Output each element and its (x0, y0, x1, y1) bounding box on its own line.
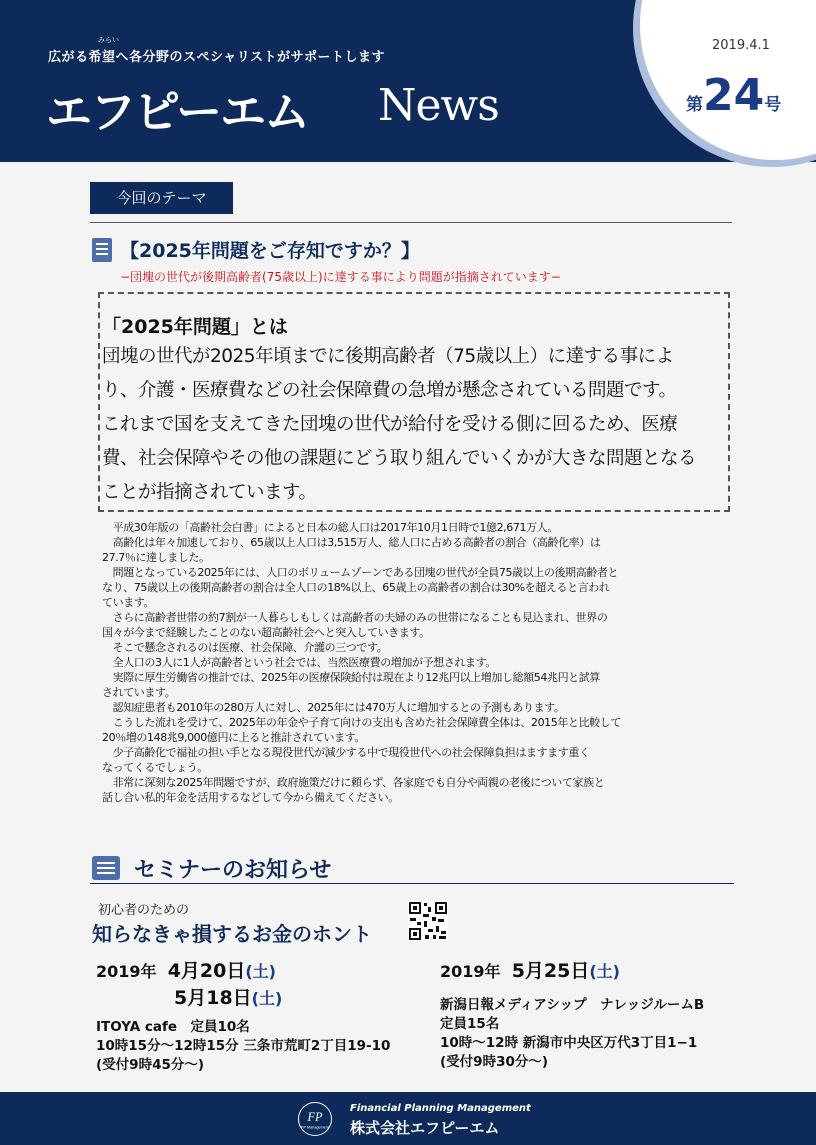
venue-line: (受付9時45分〜) (96, 1057, 205, 1073)
definition-text (102, 340, 724, 510)
body-line: 高齢化は年々加速しており、65歳以上人口は3,515万人、総人口に占める高齢者の割合（高齢化率）は (102, 536, 601, 549)
venue-line: 10時〜12時 新潟市中央区万代3丁目1−1 (440, 1035, 698, 1051)
company-name-en: Financial Planning Management (350, 1103, 531, 1114)
body-line: されています。 (102, 686, 176, 699)
definition-title: 「2025年問題」とは (102, 316, 288, 338)
theme-label: 今回のテーマ (90, 182, 233, 214)
body-line: なってくるでしょう。 (102, 761, 208, 774)
issue-number (686, 70, 781, 121)
seminar-name: 知らなきゃ損するお金のホント (92, 922, 372, 946)
document-icon (92, 238, 112, 262)
definition-line: ことが指摘されています。 (102, 482, 317, 503)
divider (90, 883, 734, 884)
definition-line: これまで国を支えてきた団塊の世代が給付を受ける側に回るため、医療 (102, 414, 678, 435)
seminar-weekday: (土) (245, 962, 276, 981)
seminar-date: 4月20日 (167, 960, 246, 982)
body-line: 非常に深刻な2025年問題ですが、政府施策だけに頼らず、各家庭でも自分や両親の老後について家族と (102, 776, 605, 789)
venue-line: 新潟日報メディアシップ ナレッジルームB (440, 997, 705, 1013)
seminar-lead: 初心者のための (98, 903, 190, 918)
seminar-icon (92, 856, 120, 880)
header-banner (0, 0, 816, 162)
body-line: 認知症患者も2010年の280万人に対し、2025年には470万人に増加するとの予測もあります。 (102, 701, 565, 714)
body-line: 話し合い私的年金を活用するなどして今から備えてください。 (102, 791, 399, 804)
issue-suffix: 号 (764, 95, 782, 115)
venue-line: ITOYA cafe 定員10名 (96, 1019, 250, 1035)
company-name-jp: 株式会社エフピーエム (350, 1119, 500, 1137)
body-line: 少子高齢化で福祉の担い手となる現役世代が減少する中で現役世代への社会保障負担はますます重く (102, 746, 590, 759)
definition-line: 団塊の世代が2025年頃までに後期高齢者（75歳以上）に達する事によ (102, 346, 674, 367)
body-line: 国々が今まで経験したことのない超高齢社会へと突入していきます。 (102, 626, 430, 639)
article-title: 【2025年問題をご存知ですか？】 (120, 240, 420, 262)
venue-line: 10時15分〜12時15分 三条市荒町2丁目19-10 (96, 1038, 391, 1054)
body-line: 27.7％に達しました。 (102, 551, 210, 564)
definition-line: り、介護・医療費などの社会保障費の急増が懸念されている問題です。 (102, 380, 677, 401)
seminar-weekday: (土) (251, 989, 283, 1008)
body-line: 問題となっている2025年には、人口のボリュームゾーンである団塊の世代が全員75歳以上の後期高齢者と (102, 566, 619, 579)
tagline: 広がる希望へ各分野のスペシャリストがサポートします (48, 50, 385, 65)
seminar-year: 2019年 (96, 962, 157, 981)
seminar-venue-right (440, 996, 704, 1072)
divider (90, 222, 732, 223)
tagline-ruby: みらい (98, 36, 119, 44)
seminar-weekday: (土) (589, 962, 620, 981)
article-body (102, 520, 718, 805)
body-line: こうした流れを受けて、2025年の年金や子育て向けの支出も含めた社会保障費全体は、2015年と比較して (102, 716, 621, 729)
qr-code-icon[interactable] (408, 901, 448, 941)
seminar-date: 5月25日 (511, 960, 590, 982)
company-logo (298, 1102, 332, 1136)
svg-text:FP Management: FP Management (301, 1125, 329, 1130)
issue-prefix: 第 (686, 95, 703, 115)
newsletter-title-en: News (378, 80, 499, 131)
body-line: そこで懸念されるのは医療、社会保障、介護の三つです。 (102, 641, 388, 654)
seminar-year: 2019年 (440, 962, 501, 981)
svg-text:FP: FP (307, 1109, 323, 1124)
definition-line: 費、社会保障やその他の課題にどう取り組んでいくかが大きな問題となる (102, 448, 697, 469)
body-line: 全人口の3人に1人が高齢者という社会では、当然医療費の増加が予想されます。 (102, 656, 496, 669)
venue-line: 定員15名 (440, 1016, 500, 1032)
seminar-schedule-left (96, 958, 282, 1012)
body-line: さらに高齢者世帯の約7割が一人暮らしもしくは高齢者の夫婦のみの世帯になることも見込まれ、世界の (102, 611, 608, 624)
seminar-section-title: セミナーのお知らせ (134, 858, 332, 883)
venue-line: (受付9時30分〜) (440, 1054, 549, 1070)
body-line: 平成30年版の「高齢社会白書」によると日本の総人口は2017年10月1日時で1億2,671万人。 (102, 521, 558, 534)
body-line: 実際に厚生労働省の推計では、2025年の医療保険給付は現在より12兆円以上増加し総額54兆円と試算 (102, 671, 600, 684)
body-line: 20％増の148兆9,000億円に上ると推計されています。 (102, 731, 366, 744)
seminar-date: 5月18日 (174, 987, 252, 1009)
issue-date: 2019.4.1 (712, 38, 770, 53)
newsletter-title-jp: エフピーエム (46, 85, 309, 139)
seminar-venue-left (96, 1018, 390, 1075)
body-line: ています。 (102, 596, 155, 609)
issue-number-value: 24 (703, 70, 765, 121)
article-subtitle: −団塊の世代が後期高齢者(75歳以上)に達する事により問題が指摘されています− (120, 270, 561, 284)
body-line: なり、75歳以上の後期高齢者の割合は全人口の18%以上、65歳上の高齢者の割合は30%を超えると言われ (102, 581, 610, 594)
seminar-schedule-right (440, 958, 620, 985)
